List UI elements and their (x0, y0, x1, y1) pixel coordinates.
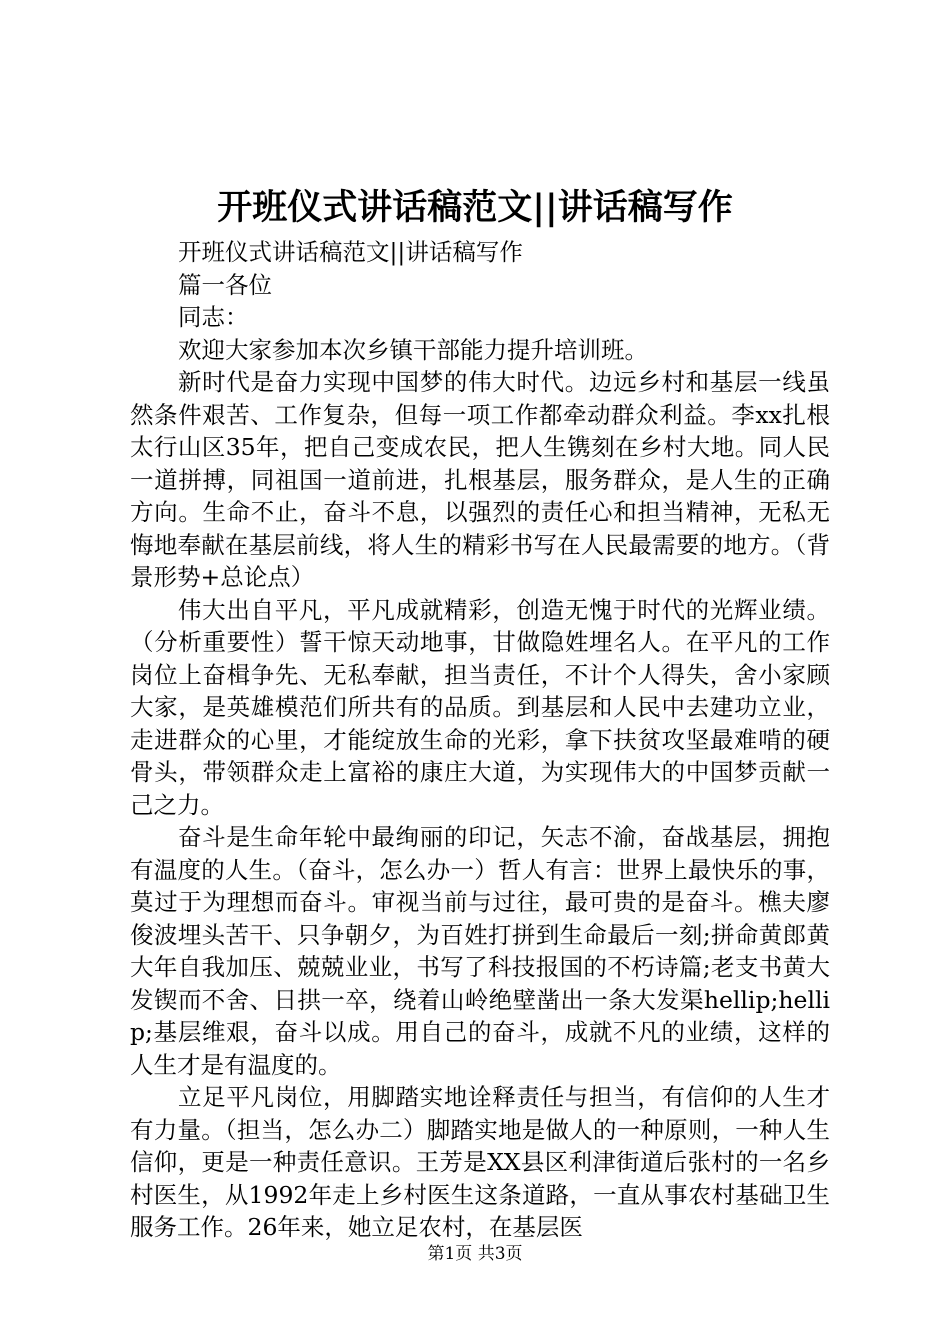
paragraph-2: 伟大出自平凡，平凡成就精彩，创造无愧于时代的光辉业绩。（分析重要性）誓干惊天动地事，甘做隐姓埋名人。在平凡的工作岗位上奋楫争先、无私奉献，担当责任，不计个人得失，舍小家顾大家，是英雄模范们所共有的品质。到基层和人民中去建功立业，走进群众的心里，才能绽放生命的光彩，拿下扶贫攻坚最难啃的硬骨头，带领群众走上富裕的康庄大道，为实现伟大的中国梦贡献一己之力。 (130, 595, 830, 819)
section-heading: 篇一各位 (178, 270, 272, 299)
salutation: 同志： (178, 303, 249, 331)
subtitle-line: 开班仪式讲话稿范文||讲话稿写作 (178, 238, 523, 266)
paragraph-1: 新时代是奋力实现中国梦的伟大时代。边远乡村和基层一线虽然条件艰苦、工作复杂，但每一项工作都牵动群众利益。李xx扎根太行山区35年，把自己变成农民，把人生镌刻在乡村大地。同人民一道拼搏，同祖国一道前进，扎根基层，服务群众，是人生的正确方向。生命不止，奋斗不息，以强烈的责任心和担当精神，无私无悔地奉献在基层前线，将人生的精彩书写在人民最需要的地方。（背景形势+总论点） (130, 368, 830, 591)
paragraph-3: 奋斗是生命年轮中最绚丽的印记，矢志不渝，奋战基层，拥抱有温度的人生。（奋斗，怎么办一）哲人有言：世界上最快乐的事，莫过于为理想而奋斗。审视当前与过往，最可贵的是奋斗。樵夫廖俊波埋头苦干、只争朝夕，为百姓打拼到生命最后一刻;拼命黄郎黄大年自我加压、兢兢业业，书写了科技报国的不朽诗篇;老支书黄大发锲而不舍、日拱一卒，绕着山岭绝壁凿出一条大发渠hellip;hellip;基层维艰，奋斗以成。用自己的奋斗，成就不凡的业绩，这样的人生才是有温度的。 (130, 823, 830, 1079)
paragraph-4: 立足平凡岗位，用脚踏实地诠释责任与担当，有信仰的人生才有力量。（担当，怎么办二）脚踏实地是做人的一种原则，一种人生信仰，更是一种责任意识。王芳是XX县区利津街道后张村的一名乡村医生，从1992年走上乡村医生这条道路，一直从事农村基础卫生服务工作。26年来，她立足农村，在基层医 (130, 1083, 830, 1241)
document-title: 开班仪式讲话稿范文||讲话稿写作 (217, 187, 733, 228)
page-footer: 第1页 共3页 (427, 1244, 523, 1264)
welcome-line: 欢迎大家参加本次乡镇干部能力提升培训班。 (178, 335, 648, 364)
document-body (130, 236, 830, 1244)
